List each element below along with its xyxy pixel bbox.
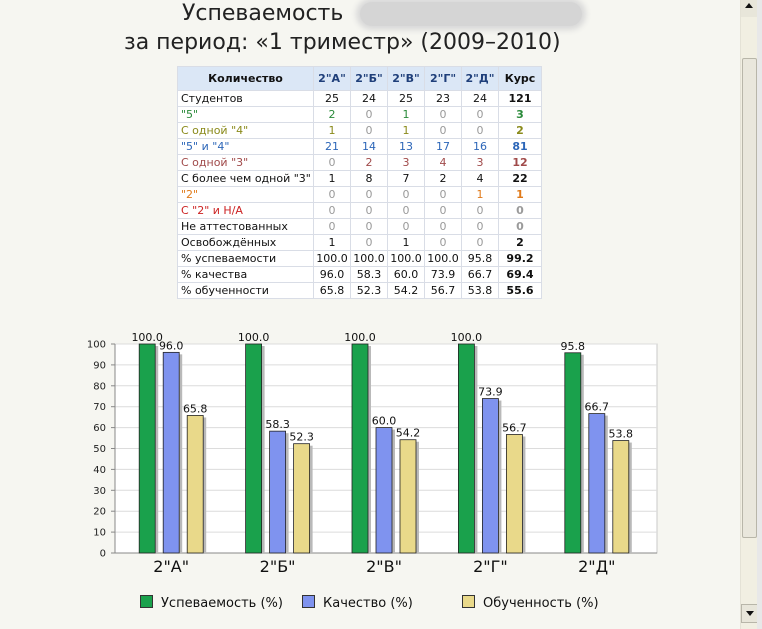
table-cell: 100.0: [351, 251, 388, 267]
legend-label: Обученность (%): [483, 596, 599, 611]
y-tick-label: 30: [93, 485, 106, 497]
y-tick-label: 50: [93, 444, 106, 455]
table-cell: 0: [425, 187, 462, 203]
bar-value-label: 100.0: [237, 331, 270, 344]
course-total-cell: 69.4: [499, 267, 542, 283]
bar-value-label: 60.0: [371, 414, 397, 428]
table-cell: 16: [462, 139, 499, 155]
table-cell: 2: [425, 171, 462, 187]
row-label: С одной "3": [178, 155, 314, 171]
table-cell: 0: [388, 187, 425, 203]
y-tick-label: 100: [86, 339, 106, 351]
table-cell: 2: [314, 107, 351, 123]
legend-label: Качество (%): [323, 596, 413, 611]
bar: [376, 428, 392, 553]
table-cell: 2: [351, 155, 388, 171]
bar-value-label: 58.3: [265, 418, 290, 432]
table-cell: 1: [388, 123, 425, 139]
x-category-label: 2"А": [153, 557, 190, 576]
bar-value-label: 96.0: [158, 339, 184, 353]
scroll-thumb[interactable]: [742, 58, 757, 538]
bar: [458, 344, 474, 553]
course-total-cell: 0: [499, 203, 542, 219]
bar-value-label: 100.0: [344, 331, 376, 344]
bar-value-label: 100.0: [450, 331, 483, 344]
bar: [246, 344, 262, 553]
bar: [506, 434, 522, 553]
table-cell: 0: [388, 219, 425, 235]
y-tick-label: 60: [93, 423, 106, 435]
row-label: С более чем одной "3": [178, 171, 314, 187]
table-cell: 14: [351, 139, 388, 155]
course-total-cell: 2: [499, 235, 542, 251]
row-label: % успеваемости: [178, 251, 314, 267]
bar: [270, 431, 286, 553]
table-cell: 54.2: [388, 283, 425, 299]
table-cell: 0: [462, 107, 499, 123]
course-total-cell: 3: [499, 107, 542, 123]
course-total-cell: 81: [499, 139, 542, 155]
bar: [294, 444, 310, 553]
vertical-scrollbar[interactable]: [740, 0, 758, 629]
table-cell: 0: [314, 187, 351, 203]
row-label: % качества: [178, 267, 314, 283]
course-total-cell: 2: [499, 123, 542, 139]
table-cell: 52.3: [351, 283, 388, 299]
bar-value-label: 66.7: [584, 400, 610, 414]
table-cell: 1: [388, 235, 425, 251]
course-total-cell: 0: [499, 219, 542, 235]
bar: [352, 344, 368, 553]
table-cell: 95.8: [462, 251, 499, 267]
y-tick-label: 90: [93, 360, 106, 372]
table-cell: 0: [462, 219, 499, 235]
bar-value-label: 53.8: [608, 427, 634, 441]
table-cell: 1: [314, 171, 351, 187]
table-cell: 0: [425, 123, 462, 139]
bar: [163, 352, 179, 553]
bar: [139, 344, 155, 553]
table-cell: 0: [351, 203, 388, 219]
table-cell: 1: [462, 187, 499, 203]
table-cell: 1: [314, 123, 351, 139]
table-cell: 100.0: [314, 251, 351, 267]
table-cell: 0: [314, 155, 351, 171]
table-cell: 0: [462, 203, 499, 219]
header-class: 2"Г": [425, 67, 462, 91]
table-cell: 25: [314, 91, 351, 107]
table-cell: 25: [388, 91, 425, 107]
header-class: 2"В": [388, 67, 425, 91]
table-cell: 0: [351, 187, 388, 203]
table-cell: 0: [425, 219, 462, 235]
table-cell: 58.3: [351, 267, 388, 283]
y-tick-label: 70: [93, 402, 106, 414]
y-tick-label: 40: [93, 464, 106, 476]
bar: [613, 441, 629, 553]
bar: [187, 415, 203, 553]
page-title: Успеваемость: [182, 1, 344, 26]
chart-legend: [0, 595, 740, 615]
bar-value-label: 52.3: [289, 430, 314, 444]
table-cell: 0: [425, 235, 462, 251]
table-cell: 4: [462, 171, 499, 187]
row-label: Освобождённых: [178, 235, 314, 251]
table-cell: 100.0: [388, 251, 425, 267]
course-total-cell: 1: [499, 187, 542, 203]
row-label: "5" и "4": [178, 139, 314, 155]
arrow-down-icon: [746, 611, 754, 616]
legend-item: [302, 595, 413, 611]
table-cell: 56.7: [425, 283, 462, 299]
y-tick-label: 10: [93, 527, 106, 539]
course-total-cell: 22: [499, 171, 542, 187]
header-class: 2"Б": [351, 67, 388, 91]
table-cell: 3: [462, 155, 499, 171]
bar: [482, 399, 498, 553]
table-cell: 3: [388, 155, 425, 171]
table-cell: 0: [462, 123, 499, 139]
table-cell: 96.0: [314, 267, 351, 283]
table-cell: 0: [351, 219, 388, 235]
table-cell: 73.9: [425, 267, 462, 283]
bar: [589, 414, 605, 553]
row-label: % обученности: [178, 283, 314, 299]
row-label: Студентов: [178, 91, 314, 107]
table-cell: 0: [314, 219, 351, 235]
table-cell: 60.0: [388, 267, 425, 283]
table-cell: 4: [425, 155, 462, 171]
window-edge: [757, 0, 762, 629]
legend-swatch: [462, 595, 475, 608]
scroll-down-button[interactable]: [741, 604, 758, 623]
table-cell: 1: [314, 235, 351, 251]
y-tick-label: 80: [93, 381, 106, 393]
course-total-cell: 99.2: [499, 251, 542, 267]
table-cell: 23: [425, 91, 462, 107]
legend-label: Успеваемость (%): [161, 596, 283, 611]
course-total-cell: 121: [499, 91, 542, 107]
course-total-cell: 12: [499, 155, 542, 171]
x-category-label: 2"В": [366, 557, 402, 576]
x-category-label: 2"Г": [473, 557, 508, 576]
y-tick-label: 0: [99, 548, 106, 560]
table-cell: 100.0: [425, 251, 462, 267]
header-course: Курс: [499, 67, 542, 91]
bar-value-label: 56.7: [502, 421, 527, 435]
legend-item: [462, 595, 599, 611]
table-cell: 1: [388, 107, 425, 123]
bar-value-label: 95.8: [560, 339, 586, 353]
scroll-up-button[interactable]: [741, 0, 758, 17]
bar: [400, 440, 416, 553]
y-tick-label: 20: [93, 506, 106, 518]
row-label: С "2" и Н/А: [178, 203, 314, 219]
table-cell: 24: [462, 91, 499, 107]
table-cell: 21: [314, 139, 351, 155]
bar-value-label: 54.2: [395, 426, 421, 440]
header-quantity: Количество: [178, 67, 314, 91]
table-cell: 0: [351, 107, 388, 123]
course-total-cell: 55.6: [499, 283, 542, 299]
header-class: 2"А": [314, 67, 351, 91]
legend-swatch: [302, 595, 315, 608]
bar: [565, 353, 581, 553]
header-class: 2"Д": [462, 67, 499, 91]
table-cell: 17: [425, 139, 462, 155]
row-label: С одной "4": [178, 123, 314, 139]
row-label: Не аттестованных: [178, 219, 314, 235]
row-label: "2": [178, 187, 314, 203]
period-subtitle: за период: «1 триместр» (2009–2010): [124, 30, 561, 55]
bar-value-label: 73.9: [478, 385, 503, 399]
table-cell: 66.7: [462, 267, 499, 283]
x-category-label: 2"Б": [259, 557, 296, 576]
table-cell: 0: [462, 235, 499, 251]
table-cell: 13: [388, 139, 425, 155]
table-cell: 7: [388, 171, 425, 187]
bar-value-label: 65.8: [182, 402, 208, 416]
table-cell: 0: [425, 203, 462, 219]
table-cell: 0: [425, 107, 462, 123]
table-cell: 0: [351, 123, 388, 139]
legend-swatch: [140, 595, 153, 608]
row-label: "5": [178, 107, 314, 123]
table-cell: 0: [351, 235, 388, 251]
x-category-label: 2"Д": [578, 557, 616, 576]
table-cell: 24: [351, 91, 388, 107]
table-cell: 65.8: [314, 283, 351, 299]
arrow-up-icon: [745, 3, 753, 8]
table-cell: 0: [388, 203, 425, 219]
table-cell: 8: [351, 171, 388, 187]
legend-item: [140, 595, 283, 611]
table-cell: 53.8: [462, 283, 499, 299]
bar-value-label: 100.0: [131, 331, 163, 344]
table-cell: 0: [314, 203, 351, 219]
